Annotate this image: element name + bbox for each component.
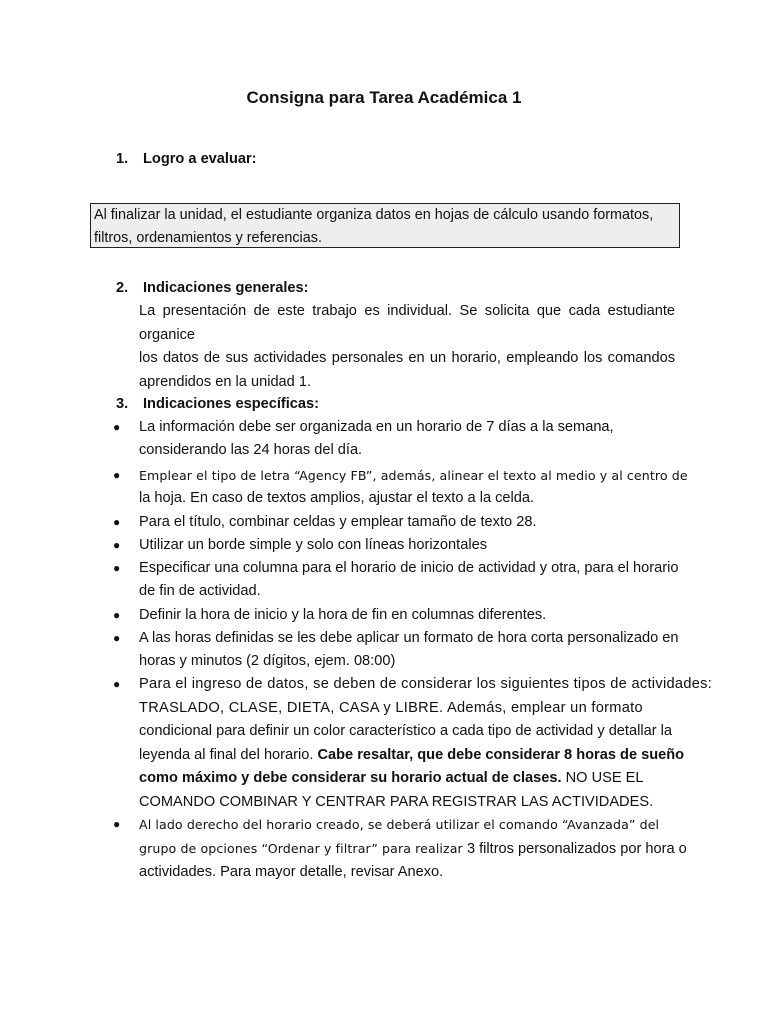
list-item-line: condicional para definir un color característico a cada tipo de actividad y detallar la [139,723,672,740]
section-2-number: 2. [116,280,129,296]
section-3-heading [116,394,319,414]
bullet-dot: ● [113,420,121,434]
list-item-emphasis: Cabe resaltar, que debe considerar 8 horas de sueño [317,746,685,763]
list-item-emphasis: como máximo y debe considerar su horario actual de clases. [139,770,562,787]
list-item-text: 3 filtros personalizados por hora o [466,840,687,857]
document-title: Consigna para Tarea Académica 1 [246,88,522,107]
section-3-title: Indicaciones específicas: [143,396,320,412]
list-item-line: Especificar una columna para el horario de inicio de actividad y otra, para el horario [139,560,679,576]
bullet-dot: ● [113,631,121,645]
bullet-dot: ● [113,468,121,482]
bullet-dot: ● [113,515,121,529]
list-item [139,813,687,885]
list-item-line: Definir la hora de inicio y la hora de fin en columnas diferentes. [139,607,547,623]
section-1-number: 1. [116,151,129,167]
list-item-line: horas y minutos (2 dígitos, ejem. 08:00) [139,653,396,670]
list-item-line [139,767,684,791]
list-item [139,673,713,815]
list-item-line: Para el título, combinar celdas y emplear tamaño de texto 28. [139,514,537,530]
list-item-line: la hoja. En caso de textos amplios, ajustar el texto a la celda. [139,490,535,507]
list-item [139,604,684,627]
list-item [139,627,684,674]
list-item [139,416,684,463]
box-line-1: Al finalizar la unidad, el estudiante organiza datos en hojas de cálculo usando formatos, [94,207,654,223]
list-item-line: COMANDO COMBINAR Y CENTRAR PARA REGISTRAR LAS ACTIVIDADES. [139,793,654,810]
list-item-line [139,744,684,768]
bullet-dot: ● [113,561,121,575]
list-item-line: Para el ingreso de datos, se deben de considerar los siguientes tipos de actividades: [139,676,713,692]
bullet-dot: ● [113,538,121,552]
section-3-number: 3. [116,396,129,412]
list-item-text: leyenda al final del horario. [139,746,318,763]
list-item-line: Utilizar un borde simple y solo con líneas horizontales [139,537,487,553]
list-item-line: Al lado derecho del horario creado, se deberá utilizar el comando “Avanzada” del [139,817,660,832]
list-item-text: grupo de opciones “Ordenar y filtrar” para realizar [139,840,467,856]
bullet-dot: ● [113,608,121,622]
general-line-1: La presentación de este trabajo es individual. Se solicita que cada estudiante organice [139,303,675,343]
list-item-line: La información debe ser organizada en un horario de 7 días a la semana, [139,419,614,435]
general-instructions-paragraph [139,300,675,394]
list-item-line [139,837,687,862]
list-item-line: TRASLADO, CLASE, DIETA, CASA y LIBRE. Además, emplear un formato [139,699,643,716]
section-2-heading [116,278,308,298]
list-item-line: A las horas definidas se les debe aplicar un formato de hora corta personalizado en [139,630,679,646]
list-item-line: considerando las 24 horas del día. [139,442,363,459]
section-1-heading [116,149,257,169]
general-line-2: los datos de sus actividades personales en un horario, empleando los comandos [139,350,675,366]
box-line-2: filtros, ordenamientos y referencias. [94,230,322,246]
list-item-text: NO USE EL [561,770,644,787]
list-item [139,464,688,511]
list-item-line: Emplear el tipo de letra “Agency FB”, además, alinear el texto al medio y al centro de [139,468,688,483]
list-item-line: actividades. Para mayor detalle, revisar Anexo. [139,864,444,881]
bullet-dot: ● [113,817,121,831]
learning-outcome-box [90,203,680,248]
section-1-title: Logro a evaluar: [143,151,257,167]
list-item [139,557,684,604]
bullet-dot: ● [113,677,121,691]
list-item [139,534,684,557]
list-item [139,511,684,534]
general-line-3: aprendidos en la unidad 1. [139,373,312,390]
section-2-title: Indicaciones generales: [143,280,309,296]
list-item-line: de fin de actividad. [139,583,261,600]
